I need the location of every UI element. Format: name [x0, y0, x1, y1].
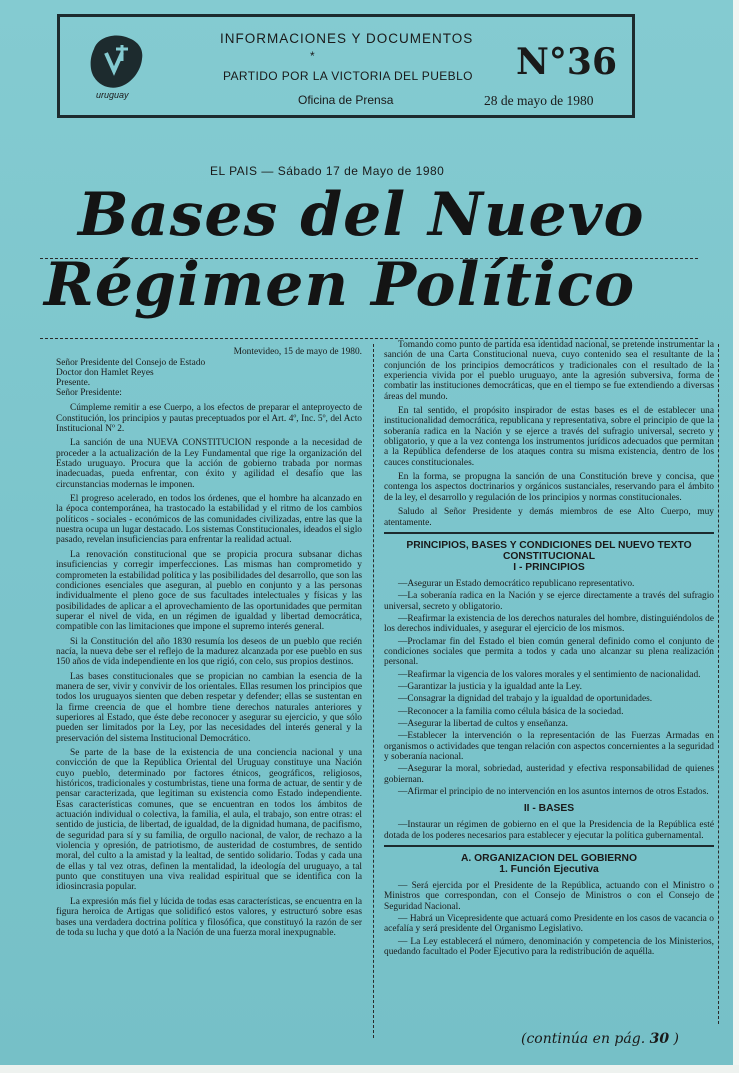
- body-paragraph: La expresión más fiel y lúcida de todas esas características, se encuentra en la figura heroica de Artigas que solidificó estos valores, y estructuró sobre esas bases una verdadera doctrina política y filosófica, que constituyó la razón de ser de toda su lucha y que dotó a la Nación de una fuerza moral inexpugnable.: [56, 896, 362, 938]
- list-item: —Instaurar un régimen de gobierno en el que la Presidencia de la República esté dotada de los poderes necesarios para establecer y ejecutar la política gubernamental.: [384, 820, 714, 841]
- section-rule: [384, 845, 714, 847]
- source-paper: EL PAIS: [210, 164, 258, 178]
- list-item: —Consagrar la dignidad del trabajo y la igualdad de oportunidades.: [398, 694, 653, 705]
- list-item: —Asegurar la moral, sobriedad, austeridad y efectiva responsabilidad de quienes gobiernan.: [384, 764, 714, 785]
- issue-number: N°36: [516, 41, 618, 83]
- section-subtitle: I - PRINCIPIOS: [513, 561, 585, 573]
- list-item: —Reafirmar la vigencia de los valores morales y el sentimiento de nacionalidad.: [398, 669, 701, 680]
- list-item: —La soberanía radica en la Nación y se ejerce directamente a través del sufragio universal, secreto y obligatorio.: [384, 591, 714, 612]
- body-paragraph: La sanción de una NUEVA CONSTITUCION responde a la necesidad de proceder a la actualización de la Ley Fundamental que rige la organización del Estado uruguayo. Procura que la acción de gobierno trabada por normas inadecuadas, pueda enfrentar, con éxito y agilidad el desafío que las circunstancias modernas le imponen.: [56, 438, 362, 490]
- source-dash: —: [261, 164, 274, 178]
- source-date: Sábado 17 de Mayo de 1980: [277, 164, 445, 178]
- body-paragraph: El progreso acelerado, en todos los órdenes, que el hombre ha alcanzado en la época contemporánea, ha trastocado la estabilidad y el ritmo de los cambios políticos - sociales - económicos de las comunidades civilizadas, entre las que la nuestra ocupa un lugar destacado. Los sistemas Constitucionales, ideados el siglo pasado, revelan insuficiencias para enfrentar la realidad actual.: [56, 494, 362, 546]
- uruguay-map-logo-icon: [84, 31, 148, 91]
- list-item: — Será ejercida por el Presidente de la República, actuando con el Ministro o Ministros que correspondan, con el Consejo de Ministros o con el Consejo de Seguridad Nacional.: [384, 881, 714, 912]
- letter-dateline: Montevideo, 15 de mayo de 1980.: [233, 347, 362, 357]
- logo-caption: uruguay: [96, 90, 129, 100]
- list-item: —Afirmar el principio de no intervención en los asuntos internos de otros Estados.: [398, 787, 709, 798]
- body-paragraph: Si la Constitución del año 1830 resumía los deseos de un pueblo que recién nacía, la nueva debe ser el reflejo de la madurez alcanzada por ese pueblo en sus 150 años de vida independiente en los que rigió, con celo, sus propios destinos.: [56, 636, 362, 668]
- section-title: A. ORGANIZACION DEL GOBIERNO: [460, 853, 637, 865]
- section-heading-organizacion: [384, 853, 714, 875]
- address-line: Señor Presidente:: [56, 388, 122, 399]
- body-paragraph: Tomando como punto de partida esa identidad nacional, se pretende instrumentar la sanción de una Carta Constitucional nueva, cuyo contenido sea el resultante de la conjunción de los principios democráticos y tradicionales con el resultado de la experiencia vivida por el pueblo uruguayo, ante la agresión subversiva, forma de combatir las instituciones democráticas, que en el tiempo se fue extendiendo a diversas áreas del mundo.: [384, 340, 714, 402]
- body-paragraph: En tal sentido, el propósito inspirador de estas bases es el de establecer una institucionalidad democrática, republicana y representativa, sobre el principio de que la soberanía radica en la Nación y se ejerce a través del sufragio universal, secreto y obligatorio, y que a la vez contenga los instrumentos jurídicos adecuados que permitan a la República defenderse de los ataques contra su misma existencia, dentro de los cauces constitucionales.: [384, 406, 714, 468]
- body-paragraph: En la forma, se propugna la sanción de una Constitución breve y concisa, que contenga los aspectos doctrinarios y orgánicos sustanciales, reservando para el ámbito de la ley, el desarrollo y regulación de los principios y normas constitucionales.: [384, 472, 714, 503]
- body-paragraph: La renovación constitucional que se propicia procura subsanar dichas insuficiencias y corregir imperfecciones. Las mismas han comprometido y comprometen la estabilidad política y las posibilidades del desarrollo, que son las condiciones esenciales que aseguran, al pueblo en conjunto y a las personas individualmente el pleno goce de sus facultades intelectuales y físicas y las posibilidades de aplicar a el aprovechamiento de las oportunidades que permitan superar el nivel de vida, en un régimen de igualdad y libertad democrática, compatible con las limitaciones que impone el supremo interés general.: [56, 549, 362, 633]
- body-paragraph: Las bases constitucionales que se propician no cambian la esencia de la manera de ser, vivir y convivir de los orientales. Ellas resumen los principios que todos los uruguayos sienten que deben respetar y defender; ellas se sustentan en la firme creencia de que el hombre tiene derechos naturales anteriores y superiores al Estado, que éste debe reconocer y asegurar su ejercicio, y que sólo pueden ser limitados por la Ley, por las necesidades del interés general y la preservación del sistema Institucional Democrático.: [56, 671, 362, 744]
- masthead-title: INFORMACIONES Y DOCUMENTOS: [220, 31, 474, 46]
- continuation-page: 30: [649, 1031, 670, 1047]
- list-item: —Reconocer a la familia como célula básica de la sociedad.: [398, 706, 624, 717]
- section-title: PRINCIPIOS, BASES Y CONDICIONES DEL NUEVO TEXTO CONSTITUCIONAL: [406, 539, 692, 562]
- section-heading-principios: [384, 540, 714, 573]
- list-item: —Proclamar fin del Estado el bien común general definido como el conjunto de condiciones sociales que permita a todos y cada uno alcanzar su plena realización personal.: [384, 636, 714, 668]
- press-office: Oficina de Prensa: [298, 93, 394, 107]
- list-item: — La Ley establecerá el número, denominación y competencia de los Ministerios, quedando facultado el Poder Ejecutivo para la redistribución de aquélla.: [384, 936, 714, 958]
- address-line: Doctor don Hamlet Reyes: [56, 368, 154, 379]
- masthead-star: *: [310, 49, 315, 63]
- issue-date: 28 de mayo de 1980: [484, 93, 594, 108]
- continuation-note: [521, 1031, 679, 1047]
- address-line: Presente.: [56, 378, 91, 389]
- continuation-close: ): [673, 1031, 680, 1047]
- continuation-text: (continúa en pág.: [521, 1031, 646, 1047]
- paper-edge-bottom: [0, 1065, 739, 1073]
- list-item: —Garantizar la justicia y la igualdad ante la Ley.: [398, 681, 582, 692]
- section-rule: [384, 532, 714, 534]
- paper-edge-right: [733, 0, 739, 1073]
- source-line: [210, 164, 444, 178]
- list-item: —Reafirmar la existencia de los derechos naturales del hombre, distinguiéndolos de los derechos individuales, y asegurar el ejercicio de los mismos.: [384, 613, 714, 635]
- section-subtitle: 1. Función Ejecutiva: [499, 864, 599, 876]
- list-item: —Asegurar un Estado democrático republicano representativo.: [398, 578, 635, 589]
- column-divider: [373, 344, 374, 1038]
- section-heading-bases: II - BASES: [523, 803, 575, 815]
- left-column: [56, 347, 362, 942]
- address-line: Señor Presidente del Consejo de Estado: [56, 358, 206, 369]
- list-item: — Habrá un Vicepresidente que actuará como Presidente en los casos de vacancia o acefalía y será presidente del Organismo Legislativo.: [384, 914, 714, 935]
- right-border: [718, 344, 719, 1024]
- masthead-box: [57, 14, 635, 118]
- list-item: —Asegurar la libertad de cultos y enseñanza.: [398, 718, 568, 729]
- body-paragraph: Cúmpleme remitir a ese Cuerpo, a los efectos de preparar el anteproyecto de Constitución, los principios y pautas preceptuados por el Art. 4º, Inc. 5º, del Acto Institucional Nº 2.: [56, 403, 362, 435]
- headline-line-2: Régimen Político: [44, 250, 636, 320]
- headline-line-1: Bases del Nuevo: [78, 180, 645, 250]
- body-paragraph: Saludo al Señor Presidente y demás miembros de ese Alto Cuerpo, muy atentamente.: [384, 507, 714, 528]
- list-item: —Establecer la intervención o la representación de las Fuerzas Armadas en organismos o actividades que tengan relación con aspectos concernientes a la seguridad y soberanía nacional.: [384, 731, 714, 762]
- right-column: [384, 340, 714, 959]
- body-paragraph: Se parte de la base de la existencia de una conciencia nacional y una convicción de que la República Oriental del Uruguay constituye una Nación cuyo pueblo, determinado por factores étnicos, geográficos, religiosos, históricos, tradicionales y costumbristas, tiene una forma de actuar, de sentir y de pensar caracterizada, que legitiman su existencia como Estado independiente. Esas características comunes, que se encuentran en todos los ámbitos de actuación individual o colectiva, la familia, el aula, el trabajo, son entre otras: el sentido de justicia, de libertad, de igualdad, de la dignidad humana, de pacifismo, de seguridad para sí y su familia, de orgullo nacional, de valor, de rechazo a la violencia y opresión, de patriotismo, de austeridad de costumbres, de sentido moral, del culto a la amistad y la lealtad, de sentido solidario. Todas y cada una de ellas y tal vez otras, definen la mentalidad, la ideología del uruguayo, a tal punto que constituyen una viva realidad espiritual que se identifica con la idiosincrasia popular.: [56, 748, 362, 893]
- party-name: PARTIDO POR LA VICTORIA DEL PUEBLO: [223, 69, 473, 83]
